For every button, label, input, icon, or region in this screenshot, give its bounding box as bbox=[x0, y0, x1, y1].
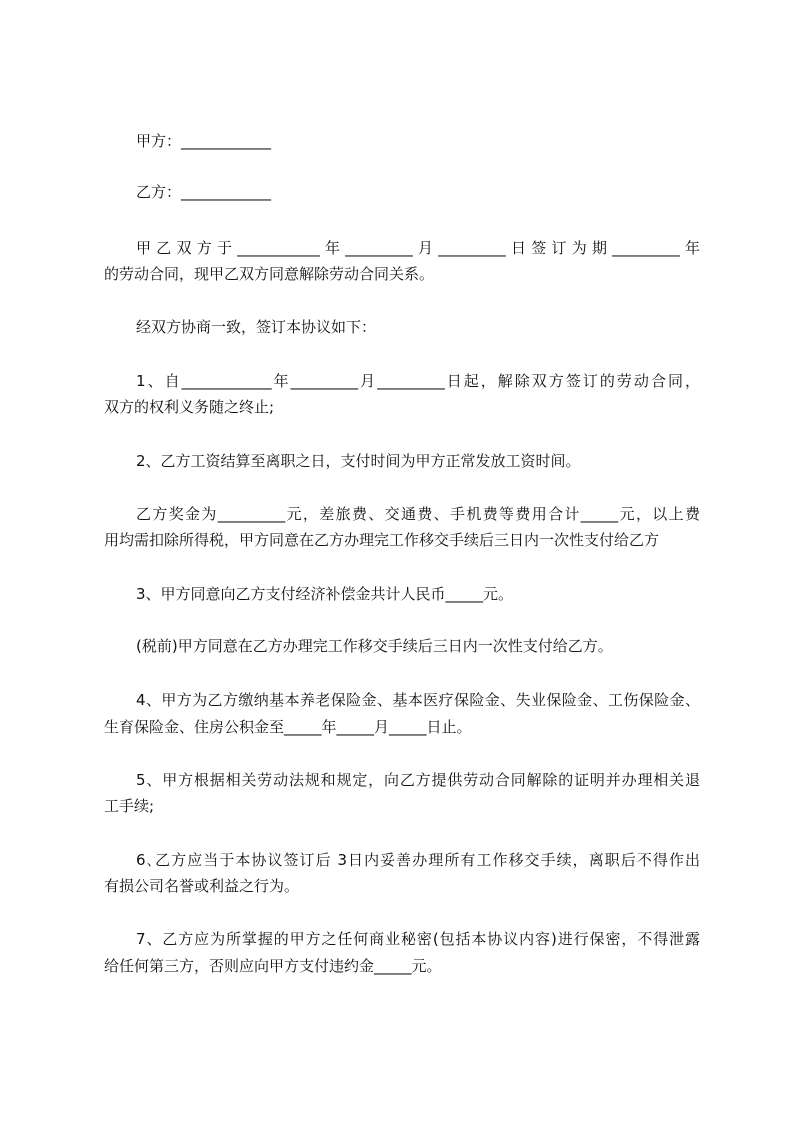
paragraph-line: 乙方奖金为_________元，差旅费、交通费、手机费等费用合计_____元，以上费 bbox=[136, 505, 700, 523]
paragraph-line: 甲乙双方于___________年_________月_________日签订为期_________年 bbox=[136, 239, 700, 257]
paragraph-line: 有损公司名誉或利益之行为。 bbox=[104, 877, 300, 895]
paragraph-line: 用均需扣除所得税，甲方同意在乙方办理完工作移交手续后三日内一次性支付给乙方 bbox=[104, 531, 660, 549]
paragraph-line: 给任何第三方，否则应向甲方支付违约金_____元。 bbox=[104, 957, 442, 975]
paragraph-line: 工手续; bbox=[104, 797, 155, 815]
paragraph-agreement: 经双方协商一致，签订本协议如下： bbox=[136, 318, 377, 336]
clause-3-tax: (税前)甲方同意在乙方办理完工作移交手续后三日内一次性支付给乙方。 bbox=[136, 637, 613, 655]
clause-2: 2、乙方工资结算至离职之日，支付时间为甲方正常发放工资时间。 bbox=[136, 452, 581, 470]
paragraph-line: 生育保险金、住房公积金至_____年_____月_____日止。 bbox=[104, 718, 472, 736]
paragraph-line: 双方的权利义务随之终止; bbox=[104, 398, 275, 416]
paragraph-line: 4、甲方为乙方缴纳基本养老保险金、基本医疗保险金、失业保险金、工伤保险金、 bbox=[136, 691, 700, 709]
paragraph-line: 1、自____________年_________月_________日起，解除双方签订的劳动合同， bbox=[136, 372, 700, 390]
party-b-line: 乙方：____________ bbox=[136, 183, 272, 201]
party-a-line: 甲方：____________ bbox=[136, 132, 272, 150]
paragraph-line: 6､乙方应当于本协议签订后 3日内妥善办理所有工作移交手续，离职后不得作出 bbox=[136, 851, 700, 869]
clause-3: 3、甲方同意向乙方支付经济补偿金共计人民币_____元。 bbox=[136, 585, 514, 603]
paragraph-line: 的劳动合同，现甲乙双方同意解除劳动合同关系。 bbox=[104, 265, 435, 283]
paragraph-line: 7、乙方应为所掌握的甲方之任何商业秘密(包括本协议内容)进行保密，不得泄露 bbox=[136, 930, 700, 948]
paragraph-line: 5、甲方根据相关劳动法规和规定，向乙方提供劳动合同解除的证明并办理相关退 bbox=[136, 771, 700, 789]
